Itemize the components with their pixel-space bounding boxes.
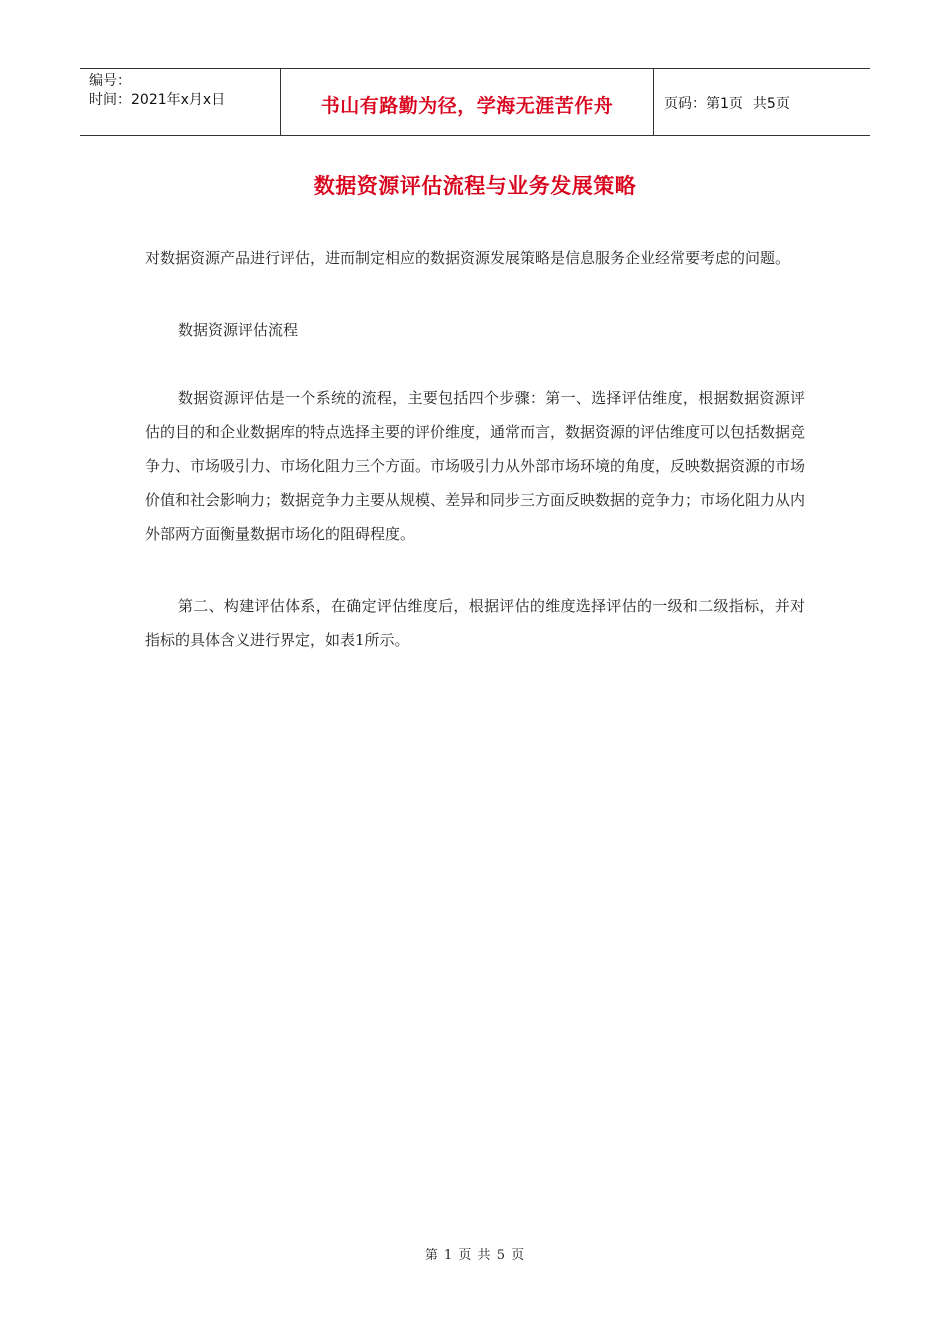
document-number-label: 编号： xyxy=(89,73,131,89)
section-heading: 数据资源评估流程 xyxy=(178,321,299,339)
page-footer: 第 1 页 共 5 页 xyxy=(424,1248,526,1263)
document-body xyxy=(145,241,805,695)
header-table xyxy=(80,68,870,136)
intro-paragraph: 对数据资源产品进行评估，进而制定相应的数据资源发展策略是信息服务企业经常要考虑的问题。 xyxy=(145,249,791,267)
header-motto: 书山有路勤为径，学海无涯苦作舟 xyxy=(320,94,614,117)
header-page-current: 页码：第1页 xyxy=(664,96,743,112)
body-paragraph: 第二、构建评估体系，在确定评估维度后，根据评估的维度选择评估的一级和二级指标，并对指标的具体含义进行界定，如表1所示。 xyxy=(145,597,805,649)
header-motto-cell xyxy=(281,69,654,135)
header-meta-cell xyxy=(80,69,281,135)
document-time-label: 时间：2021年x月x日 xyxy=(89,92,226,108)
body-paragraph: 数据资源评估是一个系统的流程，主要包括四个步骤：第一、选择评估维度，根据数据资源评估的目的和企业数据库的特点选择主要的评价维度，通常而言，数据资源的评估维度可以包括数据竞争力、市场吸引力、市场化阻力三个方面。市场吸引力从外部市场环境的角度，反映数据资源的市场价值和社会影响力；数据竞争力主要从规模、差异和同步三方面反映数据的竞争力；市场化阻力从内外部两方面衡量数据市场化的阻碍程度。 xyxy=(145,389,806,543)
document-title: 数据资源评估流程与业务发展策略 xyxy=(313,174,637,198)
header-page-cell xyxy=(654,69,870,135)
header-page-total: 共5页 xyxy=(752,96,790,112)
